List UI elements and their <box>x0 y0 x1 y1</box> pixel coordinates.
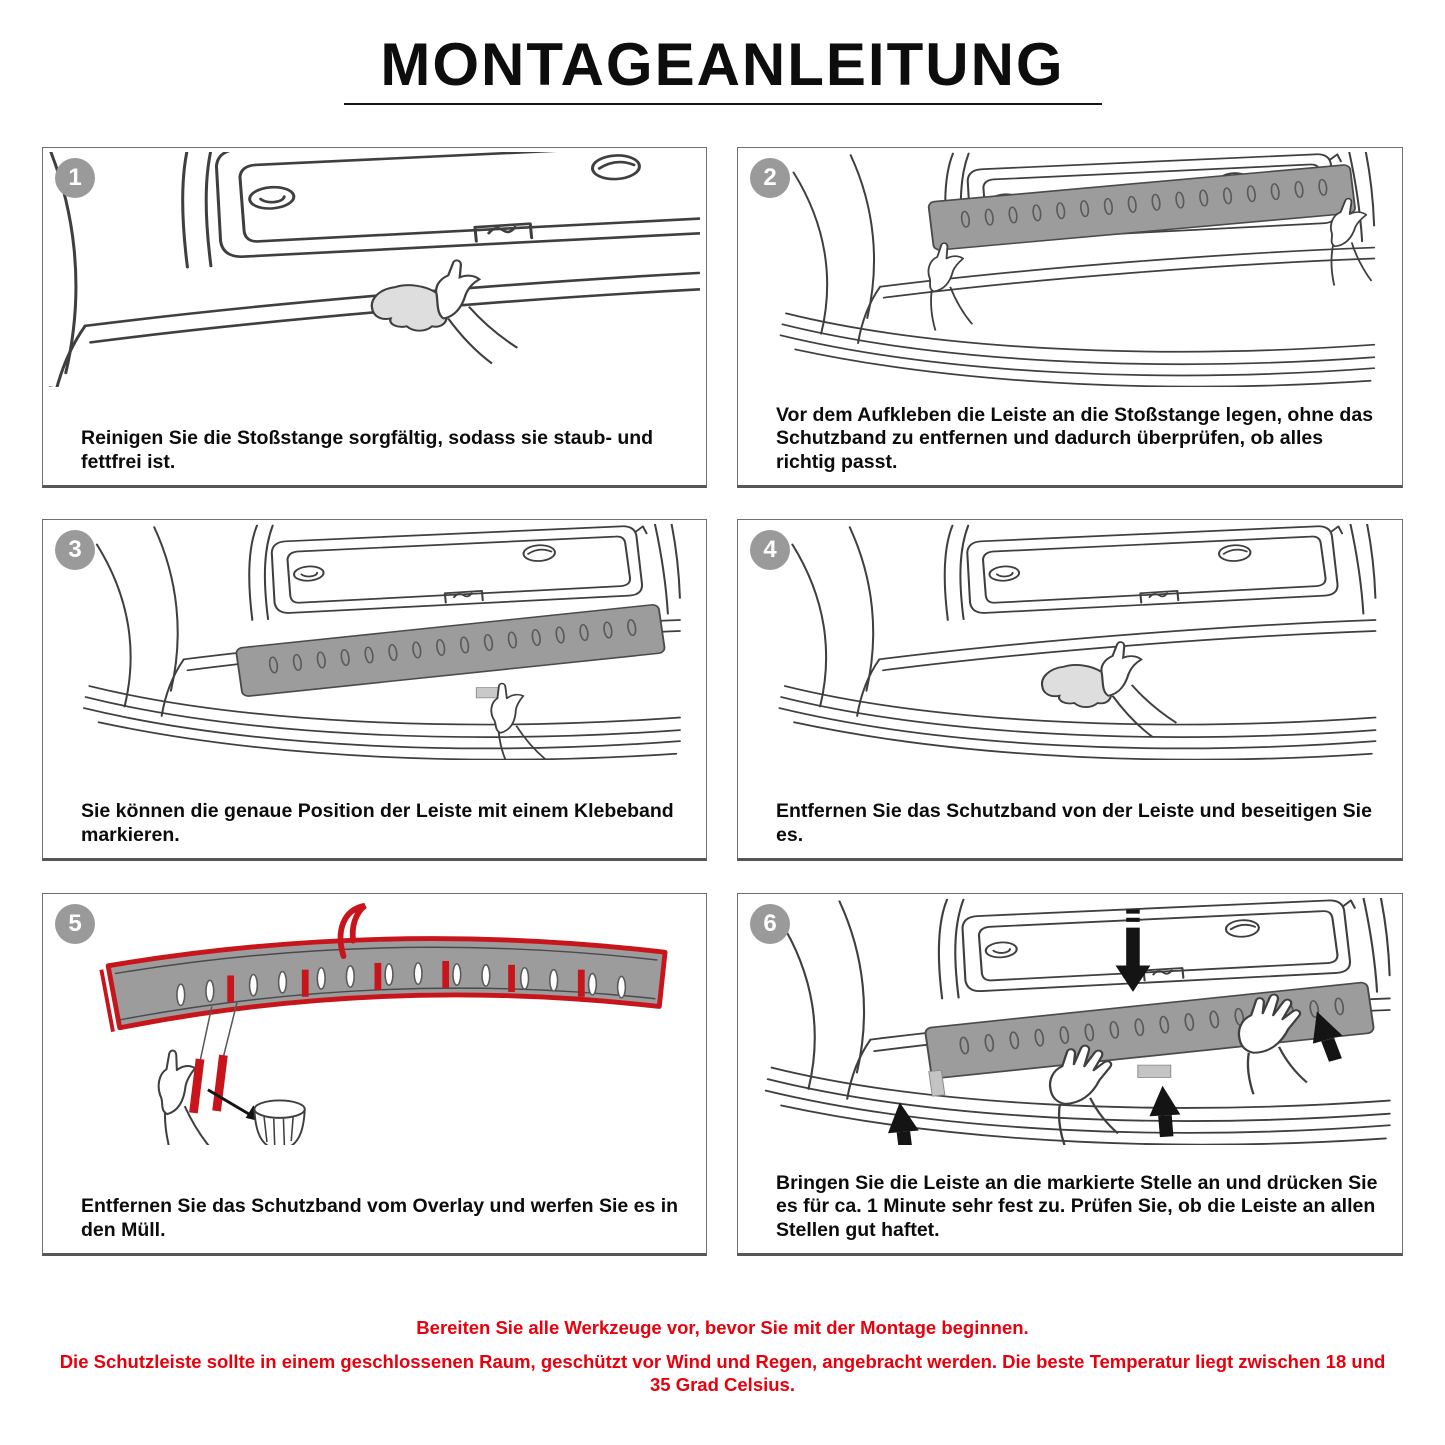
car-rear-drawing <box>779 524 1375 760</box>
trash-bin-icon <box>254 1100 304 1145</box>
hand-discarding-liner <box>155 1003 305 1145</box>
page-header <box>0 0 1445 105</box>
step-number-badge <box>750 530 790 570</box>
strip-test-fit-illustration <box>744 152 1396 387</box>
step-number-badge <box>55 158 95 198</box>
step-number-badge <box>55 904 95 944</box>
strip-with-red-liner <box>101 906 665 1032</box>
step-number: 5 <box>68 910 82 937</box>
strip-marking-illustration <box>49 524 700 760</box>
protective-strip-graphic <box>928 164 1356 250</box>
protective-strip-graphic <box>925 982 1375 1079</box>
band-removal-illustration <box>744 524 1396 760</box>
tape-mark-middle <box>1138 1065 1171 1077</box>
step-panel-2 <box>737 147 1403 488</box>
footer-note-environment: Die Schutzleiste sollte in einem geschlossenen Raum, geschützt vor Wind und Regen, angebracht werden. Die beste Temperatur liegt zwischen 18 und 35 Grad Celsius. <box>59 1351 1386 1396</box>
step-panel-3 <box>42 519 707 861</box>
step-panel-4 <box>737 519 1403 861</box>
step-number: 1 <box>68 164 82 191</box>
page-title: MONTAGEANLEITUNG <box>380 31 1065 98</box>
step-number: 2 <box>763 164 777 191</box>
press-strip-illustration <box>744 898 1396 1145</box>
step-number: 3 <box>68 536 82 563</box>
step-number-badge <box>55 530 95 570</box>
footer-note-tools: Bereiten Sie alle Werkzeuge vor, bevor Sie mit der Montage beginnen. <box>416 1317 1029 1338</box>
step-caption: Sie können die genaue Position der Leiste mit einem Klebeband markieren. <box>81 800 674 847</box>
up-arrow-middle-icon <box>1147 1085 1182 1138</box>
car-rear-drawing <box>49 152 700 387</box>
title-underline <box>344 103 1102 105</box>
step-caption: Reinigen Sie die Stoßstange sorgfältig, sodass sie staub- und fettfrei ist. <box>81 427 654 474</box>
step-caption: Entfernen Sie das Schutzband vom Overlay und werfen Sie es in den Müll. <box>81 1195 679 1242</box>
step-panel-5 <box>42 893 707 1256</box>
hand-with-cloth-icon <box>372 260 517 363</box>
hand-icon <box>155 1047 215 1145</box>
step-caption: Bringen Sie die Leiste an die markierte Stelle an und drücken Sie es für ca. 1 Minute sehr fest zu. Prüfen Sie, ob die Leiste an allen Stellen gut haftet. <box>776 1171 1378 1242</box>
liner-removal-illustration <box>49 898 700 1145</box>
car-rear-cleaning-illustration <box>49 152 700 387</box>
step-number-badge <box>750 904 790 944</box>
step-number-badge <box>750 158 790 198</box>
step-panel-6 <box>737 893 1403 1256</box>
step-caption: Entfernen Sie das Schutzband von der Leiste und beseitigen Sie es. <box>776 800 1372 847</box>
step-number: 6 <box>763 910 777 937</box>
step-caption: Vor dem Aufkleben die Leiste an die Stoßstange legen, ohne das Schutzband zu entfernen und dadurch überprüfen, ob alles richtig passt. <box>776 403 1374 474</box>
protective-strip-graphic <box>236 604 666 697</box>
up-arrow-left-icon <box>884 1101 921 1145</box>
step-panel-1 <box>42 147 707 488</box>
left-hand-icon <box>928 243 972 330</box>
step-number: 4 <box>763 536 777 563</box>
